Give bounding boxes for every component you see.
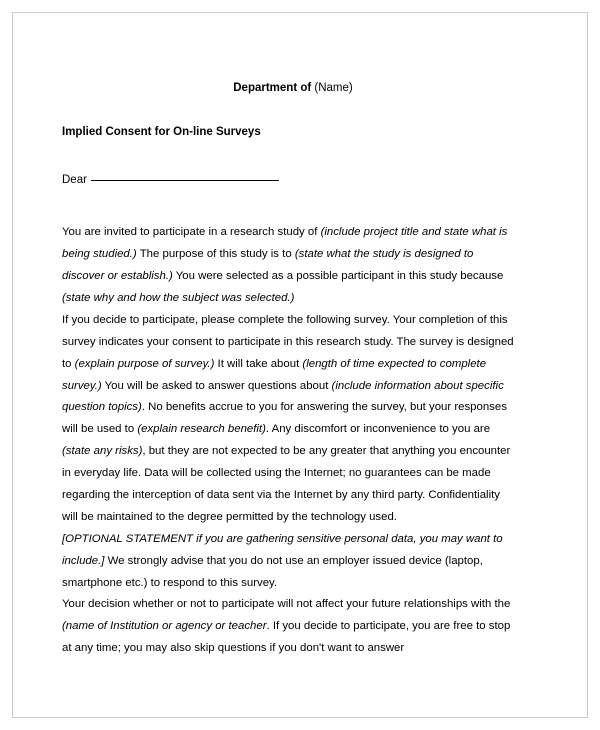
body-text: You are invited to participate in a research study of xyxy=(62,226,321,239)
body-text: It will take about xyxy=(214,357,303,370)
body-text: Your decision whether or not to participate will not affect your future relationships with the xyxy=(62,598,511,611)
body-text: . Any discomfort or inconvenience to you are xyxy=(265,423,491,436)
placeholder-text: (name of Institution or agency or teacher xyxy=(62,620,267,633)
document-content xyxy=(62,80,514,660)
body-text: You will be asked to answer questions about xyxy=(101,379,332,392)
document-title: Implied Consent for On-line Surveys xyxy=(62,126,261,139)
department-label: Department of xyxy=(233,82,312,94)
body-text: , but they are not expected to be any greater that anything you encounter in everyday life. Data will be collected using the Internet; no guarantees can be made regarding the interception of data sent via the Internet by any third party. Confidentiality will be maintained to the degree permitted by the technology used. xyxy=(62,445,511,523)
placeholder-text: [OPTIONAL STATEMENT if you are gathering sensitive personal data, you may want to include.] xyxy=(62,532,503,567)
body-paragraph xyxy=(62,222,514,310)
placeholder-text: (state what the study is designed to discover or establish.) xyxy=(62,248,474,283)
salutation-line xyxy=(62,172,514,188)
body-paragraph xyxy=(62,310,514,529)
placeholder-text: (length of time expected to complete survey.) xyxy=(62,357,487,392)
placeholder-text: (state any risks) xyxy=(62,445,143,458)
body-paragraph xyxy=(62,529,514,595)
body-text: . No benefits accrue to you for answering the survey, but your responses will be used to xyxy=(62,401,507,436)
paragraph-list xyxy=(62,222,514,660)
department-line xyxy=(62,80,514,96)
department-value: (Name) xyxy=(314,82,353,94)
body-text: The purpose of this study is to xyxy=(136,248,295,261)
placeholder-text: (include information about specific question topics) xyxy=(62,379,504,414)
body-text: . If you decide to participate, you are free to stop at any time; you may also skip questions if you don't want to answer xyxy=(62,620,511,655)
placeholder-text: (include project title and state what is being studied.) xyxy=(62,226,508,261)
salutation-blank-field[interactable] xyxy=(91,180,279,181)
placeholder-text: (explain purpose of survey.) xyxy=(74,357,215,370)
body-text: You were selected as a possible participant in this study because xyxy=(172,270,504,283)
body-text: If you decide to participate, please complete the following survey. Your completion of this survey indicates your consent to participate in this research study. The survey is designed to xyxy=(62,313,514,370)
body-text: We strongly advise that you do not use an employer issued device (laptop, smartphone etc.) to respond to this survey. xyxy=(62,554,483,589)
placeholder-text: (state why and how the subject was selected.) xyxy=(62,291,295,304)
body-paragraph xyxy=(62,594,514,660)
placeholder-text: (explain research benefit) xyxy=(137,423,266,436)
salutation-label: Dear xyxy=(62,174,87,187)
